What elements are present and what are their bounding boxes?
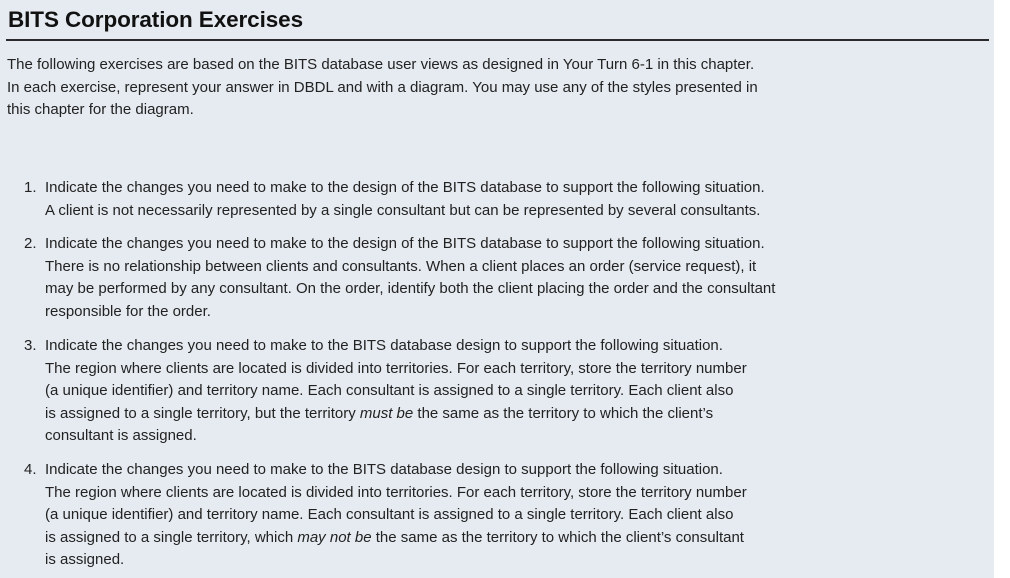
exercise-line: There is no relationship between clients and consultants. When a client places an order (service request), it <box>45 257 757 275</box>
exercise-line: is assigned. <box>45 551 125 569</box>
exercise-line: The region where clients are located is divided into territories. For each territory, store the territory number <box>45 483 747 501</box>
exercise-text <box>45 459 747 572</box>
exercise-text-run: is assigned to a single territory, but the territory <box>45 404 360 422</box>
section-title: BITS Corporation Exercises <box>8 7 303 32</box>
emphasis-text: must be <box>359 404 414 422</box>
exercise-line: (a unique identifier) and territory name. Each consultant is assigned to a single territory. Each client also <box>45 382 734 400</box>
exercise-text-run: the same as the territory to which the client’s consultant <box>371 528 744 546</box>
exercise-line <box>45 527 747 550</box>
exercise-line: (a unique identifier) and territory name. Each consultant is assigned to a single territory. Each client also <box>45 506 734 524</box>
exercise-number: 4. <box>24 461 37 478</box>
exercise-number: 3. <box>24 337 37 354</box>
exercise-text-run: is assigned to a single territory, which <box>45 528 298 546</box>
exercise-line: Indicate the changes you need to make to the design of the BITS database to support the following situation. <box>45 179 765 196</box>
title-divider <box>6 39 989 41</box>
intro-line: The following exercises are based on the BITS database user views as designed in Your Turn 6-1 in this chapter. <box>7 56 755 73</box>
exercise-text <box>45 177 765 222</box>
exercise-number: 2. <box>24 235 37 252</box>
exercise-line: The region where clients are located is divided into territories. For each territory, store the territory number <box>45 359 747 377</box>
exercise-line: Indicate the changes you need to make to the design of the BITS database to support the following situation. <box>45 235 765 252</box>
exercise-number: 1. <box>24 179 37 196</box>
exercise-line <box>45 403 747 426</box>
exercise-text-run: the same as the territory to which the client’s <box>413 404 714 422</box>
exercise-line: may be performed by any consultant. On the order, identify both the client placing the order and the consultant <box>45 280 776 298</box>
exercise-line: Indicate the changes you need to make to the BITS database design to support the following situation. <box>45 461 723 478</box>
exercise-line: Indicate the changes you need to make to the BITS database design to support the following situation. <box>45 337 723 354</box>
intro-line: In each exercise, represent your answer in DBDL and with a diagram. You may use any of the styles presented in <box>7 78 758 96</box>
exercise-line: consultant is assigned. <box>45 427 197 445</box>
intro-line: this chapter for the diagram. <box>7 101 194 118</box>
exercise-text <box>45 335 747 448</box>
intro-paragraph <box>7 54 987 122</box>
exercise-line: A client is not necessarily represented by a single consultant but can be represented by several consultants. <box>45 201 761 219</box>
emphasis-text: may not be <box>297 528 372 546</box>
exercise-line: responsible for the order. <box>45 302 211 320</box>
exercise-text <box>45 233 775 323</box>
